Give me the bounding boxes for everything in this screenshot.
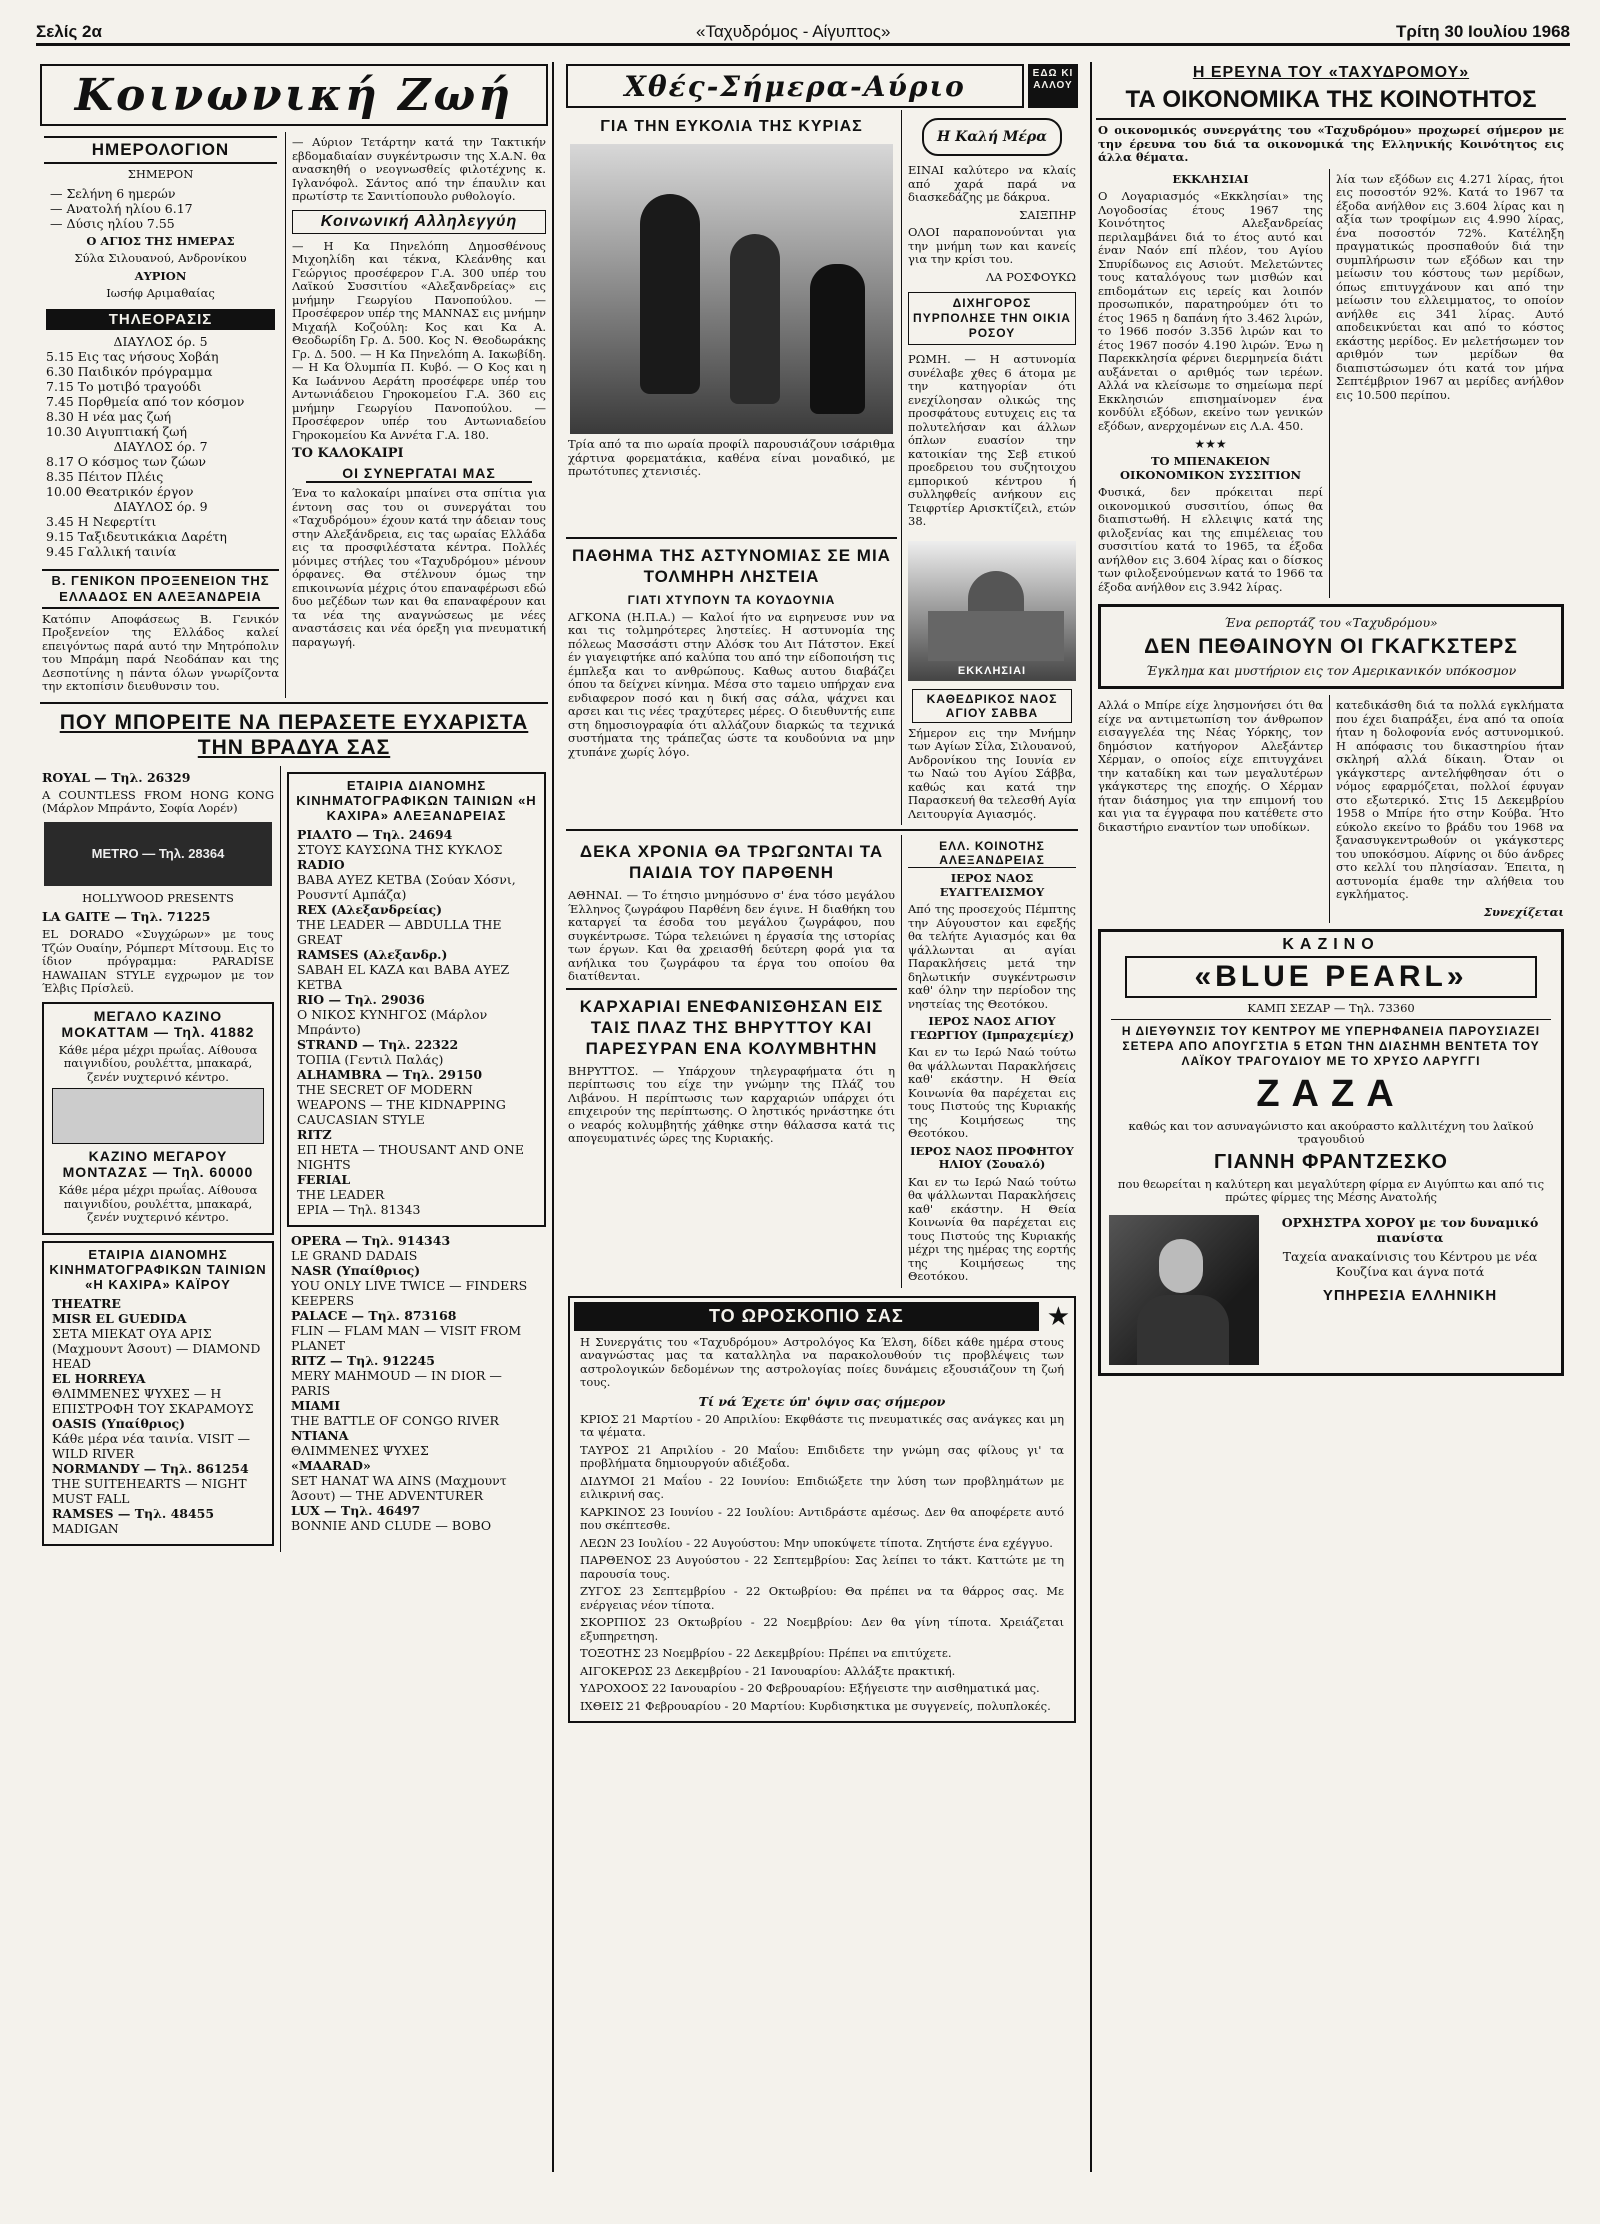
cinema-line: ΡΙΑΛΤΟ — Τηλ. 24694 — [297, 826, 453, 842]
cinema-banner: ΠΟΥ ΜΠΟΡΕΙΤΕ ΝΑ ΠΕΡΑΣΕΤΕ ΕΥΧΑΡΙΣΤΑ ΤΗΝ ΒΡΑΔΥΑ ΣΑΣ — [59, 710, 529, 759]
cinema-line: ΕΠ ΗΕΤΑ — THOUSANT AND ONE NIGHTS — [297, 1141, 524, 1172]
ell-title: ΕΛΛ. ΚΟΙΝΟΤΗΣ ΑΛΕΞΑΝΔΡΕΙΑΣ — [908, 839, 1076, 868]
churches-title: ΕΚΚΛΗΣΙΑΙ — [1172, 171, 1249, 186]
cinema-line: BONNIE AND CLUDE — BOBO — [291, 1517, 492, 1533]
cinema-line: LE GRAND DADAIS — [291, 1247, 418, 1263]
cinema-line: EL HORREYA — [52, 1370, 146, 1386]
beirut-title: ΚΑΡΧΑΡΙΑΙ ΕΝΕΦΑΝΙΣΘΗΣΑΝ ΕΙΣ ΤΑΙΣ ΠΛΑΖ ΤΗΣ ΒΗΡΥΤΤΟΥ ΚΑΙ ΠΑΡΕΣΥΡΑΝ ΕΝΑ ΚΟΛΥΜΒΗΤΗΝ — [579, 996, 884, 1058]
cinema-line: THE BATTLE OF CONGO RIVER — [291, 1412, 499, 1428]
quote-author: ΣΑΙΞΠΗΡ — [1019, 207, 1076, 222]
cinema-line: «MAARAD» — [291, 1457, 371, 1473]
star-icon: ★ — [1046, 1301, 1070, 1332]
good-day-text: Η Καλή Μέρα — [936, 129, 1047, 145]
church-photo — [908, 541, 1076, 681]
cinema-line: NORMANDY — Τηλ. 861254 — [52, 1460, 249, 1476]
cinema-line: ΘΛΙΜΜΕΝΕΣ ΨΥΧΕΣ — Η ΕΠΙΣΤΡΟΦΗ ΤΟΥ ΣΚΑΡΑΜΟΥΣ — [52, 1385, 254, 1416]
tv-line: 8.35 Πέιτον Πλέις — [46, 468, 164, 484]
cinema-line: THEATRE — [52, 1295, 121, 1311]
casino-extra: Ταχεία ανακαίνισις του Κέντρου με νέα Κουζίνα και άγνα ποτά — [1282, 1248, 1538, 1279]
tv-line: ΔΙΑΥΛΟΣ όρ. 7 — [113, 438, 208, 454]
canteen-title: ΤΟ ΜΠΕΝΑΚΕΙΟΝ ΟΙΚΟΝΟΜΙΚΟΝ ΣΥΣΣΙΤΙΟΝ — [1119, 454, 1302, 482]
continued-label: Συνεχίζεται — [1483, 904, 1564, 919]
summer-subtitle: ΟΙ ΣΥΝΕΡΓΑΤΑΙ ΜΑΣ — [306, 465, 532, 483]
cinema-line: ΕΡΙΑ — Τηλ. 81343 — [297, 1201, 421, 1217]
cinema-line: THE LEADER — [297, 1186, 385, 1202]
issue-date: Τρίτη 30 Ιουλίου 1968 — [1396, 22, 1570, 41]
cinema-line: ΣΕΤΑ ΜΙΕΚΑΤ ΟΥΑ ΑΡΙΣ (Μαχμουντ Άσουτ) — DIAMOND HEAD — [52, 1325, 261, 1371]
tv-line: 5.15 Εις τας νήσους Χοβάη — [46, 348, 219, 364]
calendar-line: — Ανατολή ηλίου 6.17 — [50, 200, 193, 216]
tv-line: 10.30 Αιγυπτιακή ζωή — [46, 423, 187, 439]
horoscope-sign: ΤΟΞΟΤΗΣ 23 Νοεμβρίου - 22 Δεκεμβρίου: Πρέπει να επιτύχετε. — [580, 1646, 952, 1660]
cinema-line: NASR (Υπαίθριος) — [291, 1262, 421, 1278]
saint-name: Σύλα Σιλουανού, Ανδρονίκου — [74, 251, 247, 265]
cinema-line: THE SUITEHEARTS — NIGHT MUST FALL — [52, 1475, 247, 1506]
horoscope-sign: ΚΑΡΚΙΝΟΣ 23 Ιουνίου - 22 Ιουλίου: Αντιδράστε αμέσως. Δεν θα αποφέρετε αυτό που σκέπτεσθε. — [580, 1504, 1064, 1532]
horoscope-sign: ΥΔΡΟΧΟΟΣ 22 Ιανουαρίου - 20 Φεβρουαρίου: Εξήγειστε την αισθηματικά μας. — [580, 1681, 1040, 1695]
horoscope-sign: ΣΚΟΡΠΙΟΣ 23 Οκτωβρίου - 22 Νοεμβρίου: Δεν θα γίνη τίποτα. Χρειάζεται εξυπηρετηση. — [580, 1615, 1064, 1643]
social-life-column — [36, 62, 554, 2172]
yesterday-today-column — [562, 62, 1082, 2172]
calendar-line: — Δύσις ηλίου 7.55 — [50, 215, 175, 231]
cinema-line: OPERA — Τηλ. 914343 — [291, 1232, 451, 1248]
canteen-text: Φυσικά, δεν πρόκειται περί οικονομικού συσσιτίου, όπως θα διαπιστωθή. Η ελλειψις κατά της φιλοξενίας και της επιμέλειας του συσσιτίου κατά το 1965, τα έξοδα ανήλθον εις 3.604 λίρας και ο δίσκος των φιλοξενούμενων κατά το 1966 τα έξοδα ανήλθον εις 3.942 λίρας. — [1098, 485, 1323, 594]
casino-address: ΚΑΜΠ ΣΕΖΑΡ — Τηλ. 73360 — [1111, 1002, 1551, 1020]
social-life-masthead — [40, 64, 548, 126]
cinema-line: ΤΟΠΙΑ (Γεντιλ Παλάς) — [297, 1051, 444, 1067]
casino-label: ΚΑΖΙΝΟ — [1282, 936, 1380, 953]
cinema-name: ROYAL — Τηλ. 26329 — [42, 769, 191, 785]
cinema-line: REX (Αλεξανδρείας) — [297, 901, 443, 917]
singer-name: ΓΙΑΝΝΗ ΦΡΑΝΤΖΕΣΚΟ — [1214, 1150, 1448, 1173]
calendar-today: ΣΗΜΕΡΟΝ — [127, 167, 194, 181]
service-label: ΥΠΗΡΕΣΙΑ ΕΛΛΗΝΙΚΗ — [1322, 1286, 1498, 1304]
calendar-line: — Σελήνη 6 ημερών — [50, 185, 176, 201]
newspaper-name: «Ταχυδρόμος - Αίγυπτος» — [696, 22, 891, 41]
column-title: Κοινωνική Ζωή — [74, 69, 514, 121]
tv-line: 6.30 Παιδικόν πρόγραμμα — [46, 363, 213, 379]
metro-ad-image — [44, 822, 272, 886]
ilias-text: Και εν τω Ιερώ Ναώ τούτω θα ψάλλωνται Παρακλήσεις καθ' εκάστην. Η Θεία Κοινωνία θα παρέχεται εις τους Πιστούς της Κυριακής μέχρι της ημέρας της εορτής της Κοιμήσεως της Θεοτόκου. — [908, 1174, 1076, 1283]
star-name: ΖΑΖΑ — [1256, 1072, 1406, 1115]
solidarity-title: Κοινωνική Αλληλεγγύη — [292, 210, 546, 234]
cinema-line: RAMSES (Αλεξανδρ.) — [297, 946, 448, 962]
finance-title: ΤΑ ΟΙΚΟΝΟΜΙΚΑ ΤΗΣ ΚΟΙΝΟΤΗΤΟΣ — [1125, 86, 1537, 113]
dice-image — [52, 1088, 264, 1144]
saint-title: Ο ΑΓΙΟΣ ΤΗΣ ΗΜΕΡΑΣ — [86, 233, 235, 248]
summer-title: ΤΟ ΚΑΛΟΚΑΙΡΙ — [292, 446, 404, 461]
cinema-line: RAMSES — Τηλ. 48455 — [52, 1505, 215, 1521]
tv-line: 10.00 Θεατρικόν έργον — [46, 483, 194, 499]
horoscope-sign: ΑΙΓΟΚΕΡΩΣ 23 Δεκεμβρίου - 21 Ιανουαρίου: Αλλάξτε πρακτική. — [580, 1663, 956, 1678]
horoscope-sign: ΙΧΘΕΙΣ 21 Φεβρουαρίου - 20 Μαρτίου: Κυρδισηκτικα με συγγενείς, πολυπλοκές. — [580, 1698, 1051, 1713]
horoscope-sign: ΠΑΡΘΕΝΟΣ 23 Αυγούστου - 22 Σεπτεμβρίου: Σας λείπει το τάκτ. Καττώτε με τη παρουσία τους. — [580, 1553, 1064, 1581]
cinema-line: ΣΤΟΥΣ ΚΑΥΣΩΝΑ ΤΗΣ ΚΥΚΛΟΣ — [297, 841, 503, 857]
blue-pearl-ad — [1098, 929, 1564, 1376]
lady-title: ΓΙΑ ΤΗΝ ΕΥΚΟΛΙΑ ΤΗΣ ΚΥΡΙΑΣ — [600, 118, 863, 135]
horoscope-sign: ΔΙΔΥΜΟΙ 21 Μαΐου - 22 Ιουνίου: Επιδιώξετε την λύση των προβλημάτων με ειλικρινή σας. — [580, 1473, 1064, 1501]
beirut-text: ΒΗΡΥΤΤΟΣ. — Υπάρχουν τηλεγραφήματα ότι η περίπτωσις του είχε την γνώμην της Πλάζ του Λιβάνου. Η περίπτωσις των καρχαριών υπάρχει ότι επιχειρούν της περίπτωσης. Ο ληστικός ηρνάστηκε ότι ο νεαρός κολυμβητής χάθηκε στην θάλασσα κατά τις απογευματινές ώρες της Κυριακής. — [568, 1063, 895, 1145]
horoscope-sign: ΚΡΙΟΣ 21 Μαρτίου - 20 Απριλίου: Εκφθάστε τις πνευματικές σας ανάγκες και μη τα ψέματα. — [580, 1411, 1064, 1439]
cinema-line: RITZ — [297, 1126, 332, 1142]
cinema-line: ΘΛΙΜΜΕΝΕΣ ΨΥΧΕΣ — [291, 1442, 429, 1458]
horoscope-sign: ΤΑΥΡΟΣ 21 Απριλίου - 20 Μαΐου: Επιδιδετε την γνώμη σας φίλους γι' τα προβλήματα δημιουργούν αδιέξοδα. — [580, 1442, 1064, 1470]
tomorrow-label: ΑΥΡΙΟΝ — [134, 268, 187, 283]
churches-text: Ο Λογαριασμός «Εκκλησίαι» της Λογοδοσίας έτους 1967 της Κοινότητος Αλεξανδρείας περιλαμβάνει διά το έτος αυτό και έναν Ναόν επί πλέον, του Αγίου Σπυρίδωνος εις Ασιούτ. Μελετώντες τους καταλόγους των μισθών και επιδομάτων εις ιερείς και λοιπόν προσωπικόν, παρατηρούμεν ότι το έτος 1965 η δαπάνη ήτο 3.462 λιρών, το 1966 ποσόν 3.356 λιρών και το έτος 1967 ποσόν 4.190 λιρών. Ένω η Παρεκκλησία φέρνει διερμηνεία διάτι αυξάνεται ο αριθμός των ιερέων. Αλλά να κλείσωμε το σημείωμα περί Εκκλησιών επισημαίνομεν ένα κονδύλι εξόδων, εκείνο των γενικών εξόδων, ανερχομένων εις Λ.Α. 450. — [1098, 189, 1323, 433]
section-banner-text: Χθές-Σήμερα-Αύριο — [624, 69, 966, 103]
ell-subtitle: ΙΕΡΟΣ ΝΑΟΣ ΕΥΑΓΓΕΛΙΣΜΟΥ — [939, 871, 1045, 899]
ell-text: Από της προσεχούς Πέμπτης την Αύγουστον και εφεξής θα τελήτε Αγιασμός και θα ψάλλωνται αι αγίαι Παρακλήσεις μετά την δηλωτικήν συγκέντρωσιν καθ' όλην την περίοδον της νηστείας της Θεοτόκου. — [908, 902, 1076, 1011]
tv-line: 9.45 Γαλλική ταινία — [46, 543, 177, 559]
casino-name: ΚΑΖΙΝΟ ΜΕΓΑΡΟΥ ΜΟΝΤΑΖΑΣ — Τηλ. 60000 — [62, 1148, 254, 1180]
cinema-line: OASIS (Υπαίθριος) — [52, 1415, 186, 1431]
georgios-text: Και εν τω Ιερώ Ναώ τούτω θα ψάλλωνται Παρακλήσεις καθ' εκάστην. Η Θεία Κοινωνία θα παρέχεται εις τους Πιστούς της Κυριακής της Κοιμήσεως της Θεοτόκου. — [908, 1045, 1076, 1140]
finance-text: λία των εξόδων εις 4.271 λίρας, ήτοι εις ποσοστόν 92%. Κατά το 1967 τα έξοδα ανήλθον εις 3.604 λίρας και η αξία των τροφίμων εις 4.990 λίρας, ένα ποσοστόν 72%. Κατέληξη πραγματικώς προσπαθούν διά την συμπλήρωσιν των εξόδων και την μείωσιν του κόστους των μερίδων, όπως επιτυγχάνουν και από την μείωσιν του ελλειμματος, το οποίον ανήλθε εις 341 λίρας. Αυτό αποδεικνύεται και από το κόστος εκάστης μερίδος. Εν μελετήσωμεν τον αριθμόν των μερίδων θα διαπιστώσωμεν ότι κατά τον μήνα Σεπτέμβριον 1967 αι μερίδες ανήλθον εις 10.500 περίπου. — [1336, 171, 1564, 402]
rosou-text: ΡΩΜΗ. — Η αστυνομία συνέλαβε χθες 6 άτομα με την κατηγορίαν ότι ενεχίλοησαν ολικώς της προσφάτους ευτυχεις εις τα πολυτελήσαν και άλλων όπλων ευασίον την κατοικίαν της Σεβ ετικού προεδρειου του συζητοιχου εμπορικού κέντρου ή συλληφθείς ανήκουν εις Τειφρτίερ Αρισκτίζειλ, ετών 38. — [908, 352, 1076, 528]
cinema-line: STRAND — Τηλ. 22322 — [297, 1036, 459, 1052]
cinema-line: SET HANAT WA AINS (Μαχμουντ Άσουτ) — THE ADVENTURER — [291, 1472, 507, 1503]
cinema-line: ΒΑΒΑ ΑΥΕΖ ΚΕΤΒΑ (Σούαν Χόσνι, Ρουσντί Αμπάζα) — [297, 871, 516, 902]
section-banner-box: ΕΔΩ ΚΙ ΑΛΛΟΥ — [1028, 64, 1078, 108]
ilias-title: ΙΕΡΟΣ ΝΑΟΣ ΠΡΟΦΗΤΟΥ ΗΛΙΟΥ (Σουαλό) — [910, 1143, 1074, 1171]
tv-line: 7.15 Το μοτιβό τραγούδι — [46, 378, 202, 394]
cinema-line: FLIN — FLAM MAN — VISIT FROM PLANET — [291, 1322, 522, 1353]
cinema-line: MERY MAHMOUD — IN DIOR — PARIS — [291, 1367, 502, 1398]
cinema-name: LA GAITE — Τηλ. 71225 — [42, 909, 211, 924]
singer-note: που θεωρείται η καλύτερη και μεγαλύτερη φίρμα εν Αιγύπτω και από τις πρώτες φίρμες της Μέσης Ανατολής — [1117, 1176, 1545, 1204]
gangster-text-continued: κατεδικάσθη διά τα πολλά εγκλήματα που έχει διαπράξει, ένα από τα οποία ήταν η δολοφονία ενός αστυνομικού. Η απόφασις του δικαστηρίου ήταν σκληρή αλλά δίκαιη. Όταν οι γκάγκστερς αντελήφθησαν ότι ο νόμος εφαρμόζεται, πολλοί έφυγαν στο εξωτερικό. Στις 15 Δεκεμβρίου 1958 ο Μπίρε ήτο στην Κούβα. Ήτο εύκολο εκείνο το βράδυ του 1968 να ξανασυγκεντρωθούν οι γκάγκστερς του υποκόσμου. Αίφνης οι δύο άνδρες στο κελλί του πλησίασαν. Έπειτα, η αστυνομία έμαθε την αλήθεια του εγκλήματος. — [1336, 698, 1564, 901]
page-header — [36, 22, 1570, 46]
casino-text: Κάθε μέρα μέχρι πρωΐας. Αίθουσα παιγνιδίου, ρουλέττα, μπακαρά, ζενέν νυχτερινό κέντρο. — [58, 1183, 258, 1224]
quote-text: ΕΙΝΑΙ καλύτερο να κλαίς από χαρά παρά να διασκεδάζης με δάκρυα. — [908, 163, 1076, 204]
tv-line: 3.45 Η Νεφερτίτι — [46, 513, 157, 529]
consulate-title: Β. ΓΕΝΙΚΟΝ ΠΡΟΞΕΝΕΙΟΝ ΤΗΣ ΕΛΛΑΔΟΣ ΕΝ ΑΛΕΞΑΝΔΡΕΙΑ — [42, 569, 279, 609]
rosou-title: ΔΙΧΗΓΟΡΟΣ ΠΥΡΠΟΛΗΣΕ ΤΗΝ ΟΙΚΙΑ ΡΟΣΟΥ — [908, 292, 1076, 345]
church-text: Σήμερον εις την Μνήμην των Αγίων Σίλα, Σιλουανού, Ανδρονίκου της Ιουνία εν τω Ναώ του Αγίου Σάββα, καθώς και κατά την Παρασκευή θα τελεσθή Αγία Λειτουργία Αγιασμός. — [908, 725, 1076, 821]
cinema-line: RIO — Τηλ. 29036 — [297, 991, 425, 1007]
casino-text: Η ΔΙΕΥΘΥΝΣΙΣ ΤΟΥ ΚΕΝΤΡΟΥ ΜΕ ΥΠΕΡΗΦΑΝΕΙΑ ΠΑΡΟΥΣΙΑΖΕΙ ΣΕΤΕΡΑ ΑΠΟ ΑΠΟΥΓΣΤΙΑ 5 ΕΤΩΝ ΤΗΝ ΔΙΑΣΗΜΗ ΒΕΝΤΕΤΑ ΤΟΥ ΛΑΪΚΟΥ ΤΡΑΓΟΥΔΙΟΥ ΜΕ ΤΟ ΧΡΥΣΟ ΛΑΡΥΓΓΙ — [1121, 1023, 1541, 1068]
tv-line: 8.30 Η νέα μας ζωή — [46, 408, 172, 424]
cinema-line: LUX — Τηλ. 46497 — [291, 1502, 421, 1518]
quote-text: ΟΛΟΙ παραπονούνται για την μνήμη των και κανείς για την κρίσι του. — [908, 225, 1076, 266]
community-finance-column — [1090, 62, 1570, 2172]
georgios-title: ΙΕΡΟΣ ΝΑΟΣ ΑΓΙΟΥ ΓΕΩΡΓΙΟΥ (Ιμπραχεμίεχ) — [909, 1014, 1075, 1042]
separator-stars: ★★★ — [1194, 437, 1227, 451]
gangster-text: Αλλά ο Μπίρε είχε λησμονήσει ότι θα είχε να αντιμετωπίση τον άνθρωπον εισαγγελέα της Νέας Υόρκης, τον δημόσιον κατήγορον Αλεξάντερ Χέρμαν, ο οποίος είχε επιτυγχάνει την καταδίκη και των μεγαλυτέρων γκάγκστερς της εποχής. Ο Χέρμαν ήταν διάσημος για την επιμονή του και για τα έγγραφα που κατέθετε στο δικαστήριο εναντίον των υποδίκων. — [1098, 698, 1323, 834]
casino-text: Κάθε μέρα μέχρι πρωΐας. Αίθουσα παιγνιδίου, ρουλέττα, μπακαρά, ζενέν νυχτερινό κέντρο. — [58, 1042, 258, 1084]
gangster-subtitle: Έγκλημα και μυστήριον εις τον Αμερικανικόν υπόκοσμον — [1145, 663, 1517, 678]
cinema-line: THE SECRET OF MODERN WEAPONS — THE KIDNAPPING CAUCASIAN STYLE — [297, 1081, 506, 1127]
cinema-line: PALACE — Τηλ. 873168 — [291, 1307, 457, 1323]
cinema-line: SABAH EL KAZA και ΒΑΒΑ ΑΥΕΖ ΚΕΤΒΑ — [297, 961, 510, 992]
singer-photo — [1109, 1215, 1259, 1365]
page-number: Σελίς 2α — [36, 22, 102, 41]
gangster-kicker: Ένα ρεπορτάζ του «Ταχυδρόμου» — [1224, 615, 1438, 630]
church-title: ΚΑΘΕΔΡΙΚΟΣ ΝΑΟΣ ΑΓΙΟΥ ΣΑΒΒΑ — [912, 689, 1072, 723]
tv-line: ΔΙΑΥΛΟΣ όρ. 9 — [113, 498, 208, 514]
cinema-line: ALHAMBRA — Τηλ. 29150 — [297, 1066, 483, 1082]
distribution-title: ΕΤΑΙΡΙΑ ΔΙΑΝΟΜΗΣ ΚΙΝΗΜΑΤΟΓΡΑΦΙΚΩΝ ΤΑΙΝΙΩΝ «Η ΚΑΧΙΡΑ» ΚΑΪΡΟΥ — [49, 1246, 267, 1292]
cinema-line: ΝΤΙΑΝΑ — [291, 1427, 349, 1443]
horoscope-title: ΤΟ ΩΡΟΣΚΟΠΙΟ ΣΑΣ — [574, 1302, 1039, 1331]
cinema-line: Κάθε μέρα νέα ταινία. VISIT — WILD RIVER — [52, 1430, 251, 1461]
casino-name: ΜΕΓΑΛΟ ΚΑΖΙΝΟ MOKATTAM — Τηλ. 41882 — [61, 1007, 255, 1040]
casino-name: «BLUE PEARL» — [1125, 956, 1537, 998]
quote-author: ΛΑ ΡΟΣΦΟΥΚΩ — [985, 269, 1076, 284]
summer-text: Ένα το καλοκαίρι μπαίνει στα σπίτια για έντονη σας του οι συνεργάται του «Ταχυδρόμου» έχουν κατά την άδειαν τους στην Αλεξάνδρεια, εις τας ωραίας Ελλάδα εις τα προσφιλέστατα κέντρα. Πολλές μόνιμες στήλες του «Ταχυδρόμου» μένουν όρφανες. Θα στέλνουν όμως την επικοινωνία μέχρις ότου επαναφέρωσι εδώ δυο μεζέδων των και θα επαναφέρουν και τα νέα της αναγνώσεως με νέες αναστάσεις και νέα όρεξη για πνευματική παραγωγή. — [292, 486, 546, 649]
horoscope-subtitle: Τί νά Έχετε ύπ' όψιν σας σήμερον — [698, 1393, 946, 1409]
calendar-title: ΗΜΕΡΟΛΟΓΙΟΝ — [44, 136, 277, 164]
cinema-line: FERIAL — [297, 1171, 351, 1187]
social-note: — Αύριον Τετάρτην κατά την Τακτικήν εβδομαδιαίαν συγκέντρωσιν της Χ.Α.Ν. θα ανασκηθή ο νεογνωσθείς φιλοτέχνης κ. Ιγλανόφολ. Σάντος από την έπαυλιν και πρωτίστρ τε Σανιτίοπουλο ρυθολογίο. — [292, 135, 546, 203]
cinema-line: THE LEADER — ABDULLA THE GREAT — [297, 916, 502, 947]
police-subtitle: ΓΙΑΤΙ ΧΤΥΠΟΥΝ ΤΑ ΚΟΥΔΟΥΝΙΑ — [627, 592, 836, 607]
good-day-badge — [922, 118, 1062, 156]
cinema-text: HOLLYWOOD PRESENTS — [82, 890, 234, 905]
fashion-photo — [570, 144, 893, 434]
community-caption: ΕΚΚΛΗΣΙΑΙ — [957, 664, 1027, 677]
cinema-line: YOU ONLY LIVE TWICE — FINDERS KEEPERS — [291, 1277, 528, 1308]
cinema-text: EL DORADO «Συγχώρων» με τους Τζών Ουαίην, Ρόμπερτ Μίτσουμ. Εις το ίδιον πρόγραμμα: PARADISE HAWAIIAN STYLE εγχρωμον με τον Έλβις Πρίσλεϋ. — [42, 927, 274, 995]
tv-line: 8.17 Ο κόσμος των ζώων — [46, 453, 206, 469]
distribution-title: ΕΤΑΙΡΙΑ ΔΙΑΝΟΜΗΣ ΚΙΝΗΜΑΤΟΓΡΑΦΙΚΩΝ ΤΑΙΝΙΩΝ «Η ΚΑΧΙΡΑ» ΑΛΕΞΑΝΔΡΕΙΑΣ — [296, 777, 537, 823]
horoscope-intro: Η Συνεργάτις του «Ταχυδρόμου» Αστρολόγος Κα Έλση, δίδει κάθε ημέρα στους αναγνώστας μας τα καταλληλα να παρακολουθούν τις προβλέψεις των αστρολογικών δεδομένων της αστρολογίας ποίες δυνάμεις εξουσιάζουν τη ζωή τους. — [580, 1334, 1064, 1389]
consulate-text: Κατόπιν Αποφάσεως Β. Γενικόν Προξενείον της Ελλάδος καλεί επειγόντως παρά αυτό την Μητρόπολιν του Μπράμη παρά Νεοδάπαν και της Δεσποτίνης η πάντα όλων γνωρίζοντα την εκτοπίσιν διευθυνσιν του. — [42, 611, 279, 693]
partheni-title: ΔΕΚΑ ΧΡΟΝΙΑ ΘΑ ΤΡΩΓΩΝΤΑΙ ΤΑ ΠΑΙΔΙΑ ΤΟΥ ΠΑΡΘΕΝΗ — [579, 842, 884, 882]
finance-intro: Ο οικονομικός συνεργάτης του «Ταχυδρόμου» προχωρεί σήμερον με την έρευνα του διά τα οικονομικά της Ελληνικής Κοινότητος εις άλλα θέματα. — [1098, 123, 1564, 164]
police-text: ΑΓΚΟΝΑ (Η.Π.Α.) — Καλοί ήτο να ειρηνευσε νυν να και τις τολμηρότερες ληστείες. Η αστυνομία της πόλεως Μασσάστι στην Αλόσκ του Αιτ Πάτστον. Εκεί έν γιαγειφτήκε από καλύπα του από την είδοποιήση τις έμπλεξα και το ανθρώπους. Καθως αυτου διαβάζει όπου τα δείχνει κίνημα. Μέσα στο ταμειο υπήρχαν ενα ενδιαφερον ποσό και η δική σας σάλα, ψάχνει και αρσει και τις νέες τραχύτερες μέρες. Ο διευθυντής ειπε στη δημοσιογραφία ότι αλλάζουν διαρκώς τα τεχνικά συστήματα της τράπεζας ώστε τα κουδούνια να μην χτυπάνε χωρίς λόγο. — [568, 609, 895, 759]
police-title: ΠΑΘΗΜΑ ΤΗΣ ΑΣΤΥΝΟΜΙΑΣ ΣΕ ΜΙΑ ΤΟΛΜΗΡΗ ΛΗΣΤΕΙΑ — [572, 545, 891, 586]
gangster-title: ΔΕΝ ΠΕΘΑΙΝΟΥΝ ΟΙ ΓΚΑΓΚΣΤΕΡΣ — [1144, 635, 1518, 658]
cinema-line: MISR EL GUEDIDA — [52, 1310, 187, 1326]
cinema-line: RADIO — [297, 856, 345, 872]
tv-line: 7.45 Πορθμεία από τον κόσμον — [46, 393, 245, 409]
tv-title: ΤΗΛΕΟΡΑΣΙΣ — [46, 309, 275, 330]
fashion-caption: Τρία από τα πιο ωραία προφίλ παρουσιάζουν ισάριθμα χάρτινα φορεματάκια, καθένα είναι μοναδικό, με πρωτότυπες χτενισιές. — [568, 437, 895, 478]
survey-kicker: Η ΕΡΕΥΝΑ ΤΟΥ «ΤΑΧΥΔΡΟΜΟΥ» — [1192, 64, 1470, 81]
cinema-line: MIAMI — [291, 1397, 341, 1413]
section-banner — [566, 64, 1024, 108]
horoscope-sign: ΛΕΩΝ 23 Ιουλίου - 22 Αυγούστου: Μην υποκύψετε τίποτα. Ζητήστε ένα εχέγγυο. — [580, 1535, 1053, 1550]
orchestra-text: ΟΡΧΗΣΤΡΑ ΧΟΡΟΥ με τον δυναμικό πιανίστα — [1281, 1214, 1539, 1245]
solidarity-text: — Η Κα Πηνελόπη Δημοσθένους Μιχοηλίδη και τέκνα, Κλεάνθης και Γεώργιος προσέφερον Γ.Α. 300 υπέρ του Λαϊκού Συσσιτίου «Αλεξανδρείας» εις μνήμην Γεωργίου Πανοπούλου. — Προσέφερον υπέρ της ΜΑΝΝΑΣ εις μνήμην Μιχαήλ Κοζούλη: Κος και Κα Α. Θεοδωρίδη Γρ. Δ. 500. Κος Ν. Θεοδωράκης Γρ. Δ. 500. — Η Κα Πηνελόπη Α. Ιακωβίδη. — Η Κα Όλυμπία Π. Κυβό. — Ο Κος και η Κα Ιωάννου Αεράτη προσέφερε υπέρ του Αντωνιάδειου Γηροκομείου Γ.Α. 360 εις μνήμην Γεωργίου Πανοπούλου. — Προσέφερον υπέρ του Αντωνιαδείου Γηροκομείου Κα Αννέτα Γ.Α. 180. — [292, 238, 546, 442]
cinema-line: Ο ΝΙΚΟΣ ΚΥΝΗΓΟΣ (Μάρλον Μπράντο) — [297, 1006, 488, 1037]
partheni-text: ΑΘΗΝΑΙ. — Το έτησιο μνημόσυνο σ' ένα τόσο μεγάλου Έλληνος ζωγράφου Παρθένη δεν έγινε. Η διαθήκη του καταργεί τα έσοδα του μεγάλου ζωγράφου, που συγκέντρωσε. Τώρα τελειώνει η έργασία της ιστορίας των έργων. Και θα χρειασθή δεύτερη φορά για τα ανήλικα του ζωγράφου τα έργα του οποίου θα διατίθενται. — [568, 888, 895, 983]
cinema-line: RITZ — Τηλ. 912245 — [291, 1352, 435, 1368]
horoscope-sign: ΖΥΓΟΣ 23 Σεπτεμβρίου - 22 Οκτωβρίου: Θα πρέπει να τα θάρρος σας. Με ενέργειας νέον τίποτα. — [580, 1584, 1064, 1612]
cinema-text: A COUNTLESS FROM HONG KONG (Μάρλον Μπράντο, Σοφία Λορέν) — [42, 787, 274, 815]
tv-line: ΔΙΑΥΛΟΣ όρ. 5 — [113, 333, 208, 349]
cinema-name: METRO — Τηλ. 28364 — [91, 846, 225, 861]
tomorrow-saint: Ιωσήφ Αριμαθαίας — [106, 286, 215, 300]
cinema-line: MADIGAN — [52, 1520, 119, 1536]
casino-with: καθώς και τον ασυναγώνιστο και ακούραστο καλλιτέχνη του λαϊκού τραγουδιού — [1128, 1118, 1534, 1146]
tv-line: 9.15 Ταξιδευτικάκια Δαρέτη — [46, 528, 227, 544]
